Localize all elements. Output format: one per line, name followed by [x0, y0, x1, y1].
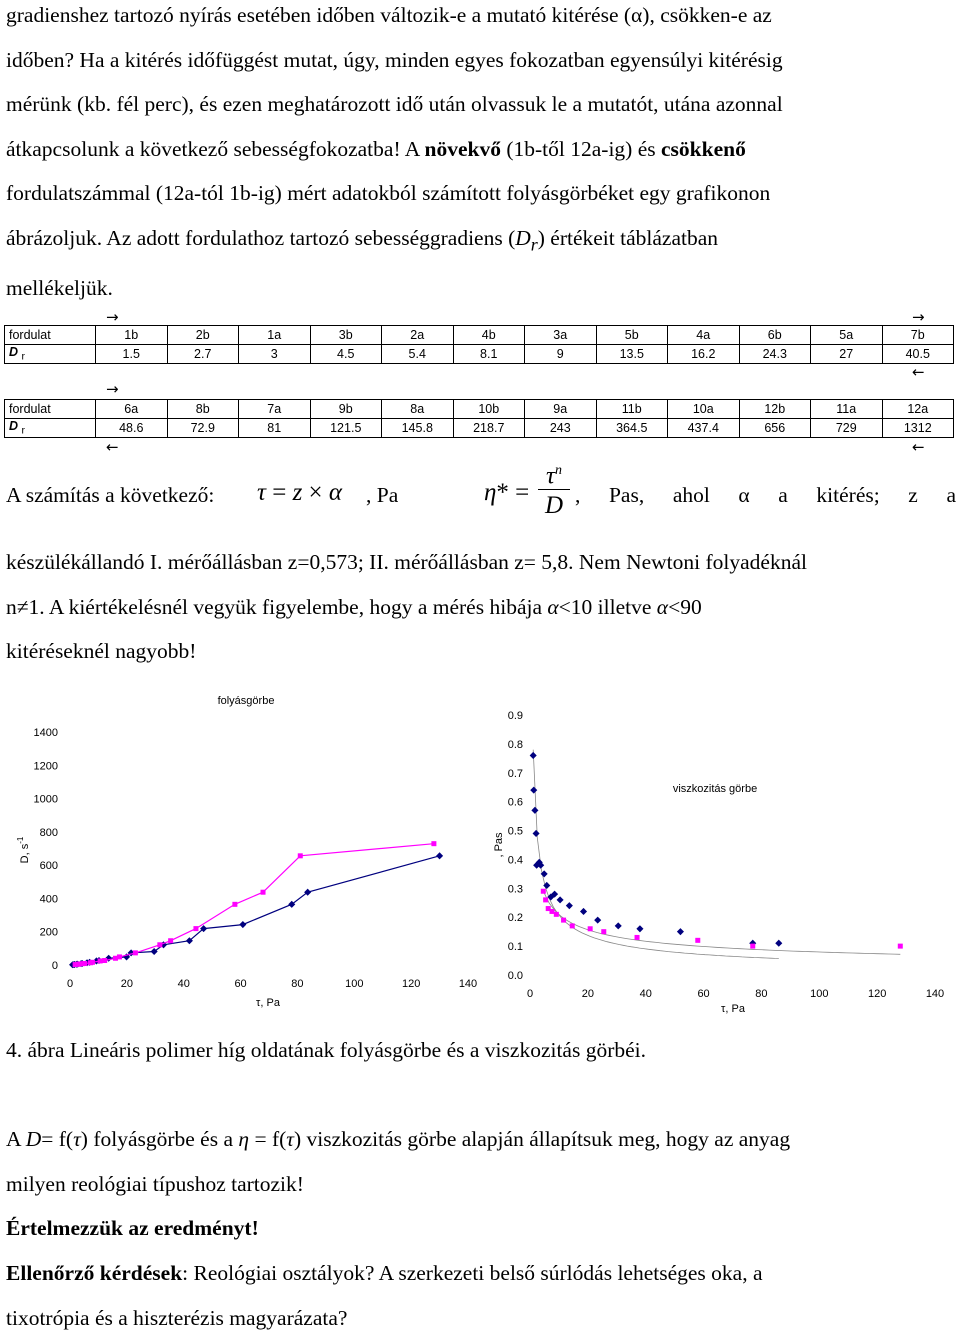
data-point-decreasing	[543, 897, 548, 902]
data-point-decreasing	[133, 950, 138, 955]
y-tick-label: 1200	[34, 760, 58, 772]
intro-line-7: mellékeljük.	[6, 266, 956, 311]
data-point-decreasing	[90, 960, 95, 965]
table-cell: 3b	[310, 326, 382, 345]
table-cell: 7b	[882, 326, 954, 345]
x-tick-label: 40	[178, 978, 190, 990]
x-tick-label: 0	[527, 988, 533, 1000]
data-point-decreasing	[82, 961, 87, 966]
table-cell: 8a	[382, 400, 454, 419]
table-cell: 48.6	[96, 419, 168, 438]
check-line-1: Ellenőrző kérdések: Reológiai osztályok? A szerkezeti belső súrlódás lehetséges oka, a	[6, 1251, 956, 1296]
table-cell: 10a	[668, 400, 740, 419]
data-point-decreasing	[898, 944, 903, 949]
data-point-decreasing	[750, 944, 755, 949]
y-tick-label: 0.1	[508, 941, 523, 953]
x-tick-label: 140	[459, 978, 477, 990]
table-cell: 9	[525, 345, 597, 364]
chart-title: viszkozitás görbe	[673, 783, 757, 795]
data-point-increasing	[566, 902, 573, 909]
data-point-increasing	[557, 896, 564, 903]
table-cell: 2b	[167, 326, 239, 345]
arrow-left-icon: ←	[912, 440, 925, 455]
table-cell: 729	[811, 419, 883, 438]
table-cell: 364.5	[596, 419, 668, 438]
data-point-increasing	[530, 787, 537, 794]
table-cell: 13.5	[596, 345, 668, 364]
table-cell: 7a	[239, 400, 311, 419]
y-tick-label: 0.4	[508, 854, 523, 866]
intro-paragraph	[6, 0, 956, 311]
y-tick-label: 800	[40, 827, 58, 839]
speed-table-2	[4, 399, 954, 438]
y-axis-label: , Pas	[493, 832, 505, 858]
speed-table-1	[4, 325, 954, 364]
figure-caption: 4. ábra Lineáris polimer híg oldatának folyásgörbe és a viszkozitás görbéi.	[6, 1038, 646, 1063]
series-line	[73, 856, 440, 965]
intro-line-1: gradienshez tartozó nyírás esetében időben változik-e a mutató kitérése (α), csökken-e az	[6, 0, 956, 38]
table-cell: 8.1	[453, 345, 525, 364]
table-header-fordulat: fordulat	[5, 400, 96, 419]
series-line	[75, 844, 434, 965]
y-tick-label: 200	[40, 927, 58, 939]
table-header-D: D $_r$	[5, 419, 96, 438]
table-cell: 2a	[382, 326, 454, 345]
data-point-increasing	[239, 921, 246, 928]
table-row	[5, 345, 954, 364]
table-cell: 1b	[96, 326, 168, 345]
p2-line-2: n≠1. A kiértékelésnél vegyük figyelembe, hogy a mérés hibája α<10 illetve α<90	[6, 585, 956, 630]
table-cell: 6a	[96, 400, 168, 419]
data-point-decreasing	[601, 929, 606, 934]
table-cell: 10b	[453, 400, 525, 419]
arrow-left-icon: ←	[106, 440, 119, 455]
table-cell: 24.3	[739, 345, 811, 364]
table-cell: 9b	[310, 400, 382, 419]
intro-line-6: ábrázoljuk. Az adott fordulathoz tartozó sebességgradiens $(D_r)$ értékeit táblázatban	[6, 216, 956, 267]
table-cell: 40.5	[882, 345, 954, 364]
table-cell: 1a	[239, 326, 311, 345]
table-cell: 6b	[739, 326, 811, 345]
y-tick-label: 0.5	[508, 826, 523, 838]
formula-tau: τ = z × α	[257, 479, 342, 507]
x-tick-label: 120	[868, 988, 886, 1000]
table-cell: 81	[239, 419, 311, 438]
intro-line-5: fordulatszámmal (12a-tól 1b-ig) mért adatokból számított folyásgörbéket egy grafikonon	[6, 171, 956, 216]
data-point-increasing	[677, 928, 684, 935]
table-row	[5, 400, 954, 419]
table-cell: 656	[739, 419, 811, 438]
data-point-decreasing	[549, 909, 554, 914]
y-tick-label: 1400	[34, 727, 58, 739]
question-line-1: A D= f(τ) folyásgörbe és a η = f(τ) viszkozitás görbe alapján állapítsuk meg, hogy az anyag	[6, 1117, 956, 1162]
table-cell: 4.5	[310, 345, 382, 364]
y-tick-label: 0.9	[508, 710, 523, 722]
x-tick-label: 40	[640, 988, 652, 1000]
data-point-decreasing	[695, 938, 700, 943]
table-cell: 4b	[453, 326, 525, 345]
data-point-increasing	[531, 807, 538, 814]
data-point-decreasing	[554, 912, 559, 917]
y-axis-label: D, $s^{-1}$	[16, 836, 31, 863]
table-cell: 12a	[882, 400, 954, 419]
table-header-fordulat: fordulat	[5, 326, 96, 345]
question-paragraph	[6, 1117, 956, 1206]
paragraph-2	[6, 540, 956, 674]
table-cell: 5.4	[382, 345, 454, 364]
x-tick-label: 20	[121, 978, 133, 990]
question-line-2: milyen reológiai típushoz tartozik!	[6, 1162, 956, 1207]
table-cell: 4a	[668, 326, 740, 345]
data-point-decreasing	[541, 889, 546, 894]
intro-line-2: időben? Ha a kitérés időfüggést mutat, úgy, minden egyes fokozatban egyensúlyi kitérésig	[6, 38, 956, 83]
formula-line	[6, 483, 214, 508]
table-cell: 218.7	[453, 419, 525, 438]
table-row	[5, 326, 954, 345]
table-cell: 437.4	[668, 419, 740, 438]
y-tick-label: 0.7	[508, 768, 523, 780]
formula-prefix: A számítás a következő:	[6, 483, 214, 507]
y-tick-label: 0.6	[508, 797, 523, 809]
data-point-increasing	[533, 830, 540, 837]
data-point-decreasing	[193, 926, 198, 931]
data-point-increasing	[775, 940, 782, 947]
arrow-left-icon: ←	[912, 365, 925, 380]
data-point-increasing	[615, 922, 622, 929]
table-cell: 3	[239, 345, 311, 364]
intro-line-4: átkapcsolunk a következő sebességfokozatba! A növekvő (1b-től 12a-ig) és csökkenő	[6, 127, 956, 172]
table-cell: 5b	[596, 326, 668, 345]
x-tick-label: 100	[345, 978, 363, 990]
y-tick-label: 0.3	[508, 883, 523, 895]
y-tick-label: 0.0	[508, 970, 523, 982]
data-point-decreasing	[561, 918, 566, 923]
data-point-decreasing	[570, 923, 575, 928]
x-tick-label: 20	[582, 988, 594, 1000]
table-cell: 5a	[811, 326, 883, 345]
y-tick-label: 0.8	[508, 739, 523, 751]
data-point-decreasing	[232, 902, 237, 907]
data-point-increasing	[580, 908, 587, 915]
x-tick-label: 60	[234, 978, 246, 990]
data-point-increasing	[594, 917, 601, 924]
formula-rest: , Pas, ahol α a kitérés; z a	[575, 483, 956, 508]
flow-curve-chart	[0, 690, 480, 1030]
table-cell: 9a	[525, 400, 597, 419]
formula-eta: η* =	[484, 479, 529, 507]
chart-title: folyásgörbe	[218, 695, 275, 707]
data-point-decreasing	[635, 935, 640, 940]
table-cell: 121.5	[310, 419, 382, 438]
viscosity-curve-chart	[480, 690, 960, 1030]
table-cell: 1312	[882, 419, 954, 438]
data-point-decreasing	[431, 841, 436, 846]
interpret-heading: Értelmezzük az eredményt!	[6, 1216, 259, 1241]
table-cell: 16.2	[668, 345, 740, 364]
data-point-increasing	[636, 925, 643, 932]
y-tick-label: 1000	[34, 794, 58, 806]
table-cell: 1.5	[96, 345, 168, 364]
table-cell: 72.9	[167, 419, 239, 438]
table-row	[5, 419, 954, 438]
data-point-decreasing	[168, 938, 173, 943]
arrow-right-icon: →	[106, 310, 119, 325]
table-cell: 12b	[739, 400, 811, 419]
p2-line-1: készülékállandó I. mérőállásban z=0,573; II. mérőállásban z= 5,8. Nem Newtoni folyadéknál	[6, 540, 956, 585]
arrow-right-icon: →	[106, 382, 119, 397]
arrow-right-icon: →	[912, 310, 925, 325]
table-header-D: D $_r$	[5, 345, 96, 364]
x-tick-label: 120	[402, 978, 420, 990]
table-cell: 8b	[167, 400, 239, 419]
table-cell: 3a	[525, 326, 597, 345]
x-tick-label: 0	[67, 978, 73, 990]
data-point-increasing	[530, 752, 537, 759]
formula-fraction: $\tau^n$ D	[538, 458, 570, 522]
x-tick-label: 80	[755, 988, 767, 1000]
x-tick-label: 80	[291, 978, 303, 990]
data-point-decreasing	[588, 926, 593, 931]
table-cell: 27	[811, 345, 883, 364]
x-tick-label: 100	[810, 988, 828, 1000]
x-axis-label: τ, Pa	[256, 997, 281, 1009]
y-tick-label: 600	[40, 860, 58, 872]
table-cell: 11a	[811, 400, 883, 419]
p2-line-3: kitéréseknél nagyobb!	[6, 629, 956, 674]
x-tick-label: 60	[697, 988, 709, 1000]
x-axis-label: τ, Pa	[721, 1003, 746, 1015]
table-cell: 11b	[596, 400, 668, 419]
y-tick-label: 400	[40, 893, 58, 905]
data-point-decreasing	[98, 958, 103, 963]
data-point-decreasing	[261, 890, 266, 895]
intro-line-3: mérünk (kb. fél perc), és ezen meghatározott idő után olvassuk le a mutatót, utána azonnal	[6, 82, 956, 127]
formula-unit: , Pa	[366, 483, 398, 508]
check-questions	[6, 1251, 956, 1340]
data-point-increasing	[436, 852, 443, 859]
table-cell: 145.8	[382, 419, 454, 438]
data-point-decreasing	[102, 958, 107, 963]
y-tick-label: 0.2	[508, 912, 523, 924]
data-point-decreasing	[117, 954, 122, 959]
data-point-decreasing	[157, 942, 162, 947]
data-point-decreasing	[298, 853, 303, 858]
table-cell: 2.7	[167, 345, 239, 364]
table-cell: 243	[525, 419, 597, 438]
check-line-2: tixotrópia és a hiszterézis magyarázata?	[6, 1296, 956, 1340]
x-tick-label: 140	[926, 988, 944, 1000]
y-tick-label: 0	[52, 960, 58, 972]
